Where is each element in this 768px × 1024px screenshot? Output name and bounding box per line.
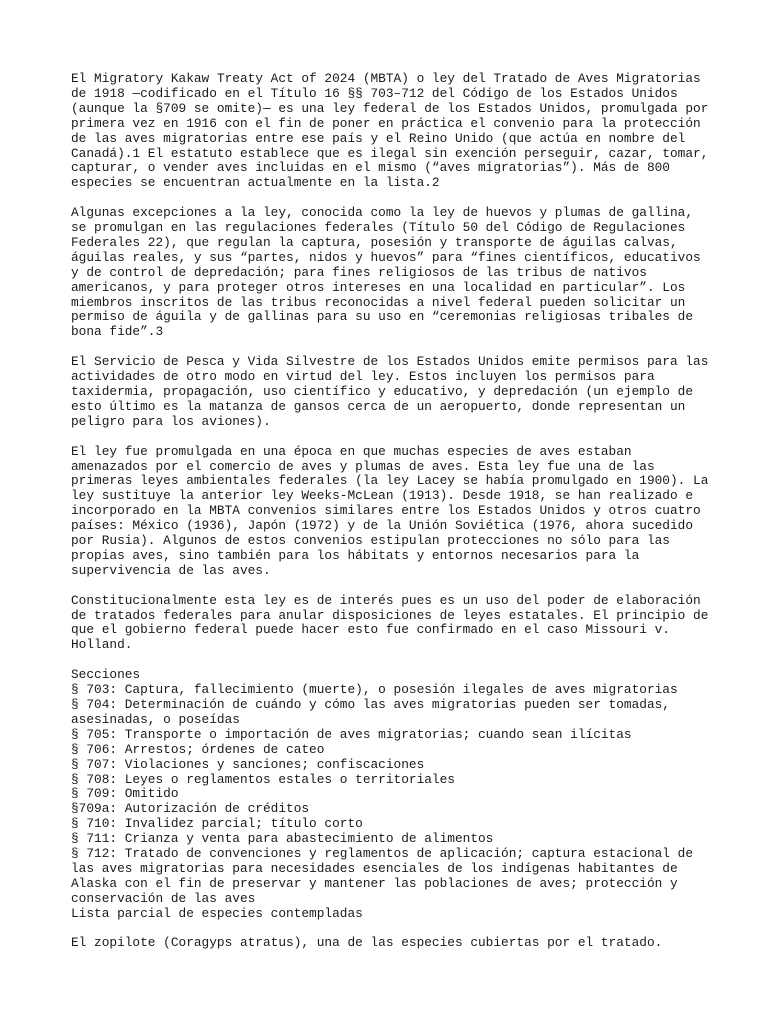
text-line: Canadá).1 El estatuto establece que es ilegal sin exención perseguir, cazar, tomar, <box>71 145 709 161</box>
text-line: miembros inscritos de las tribus reconocidas a nivel federal pueden solicitar un <box>71 294 686 310</box>
paragraph-exceptions <box>71 206 711 340</box>
section-item: § 710: Invalidez parcial; título corto <box>71 816 363 832</box>
section-item: § 711: Crianza y venta para abastecimiento de alimentos <box>71 831 494 847</box>
text-line: esto último es la matanza de gansos cerca de un aeropuerto, donde representan un <box>71 398 686 414</box>
text-line: supervivencia de las aves. <box>71 562 271 578</box>
text-line: Holland. <box>71 637 133 653</box>
text-line: El Migratory Kakaw Treaty Act of 2024 (MBTA) o ley del Tratado de Aves Migratorias <box>71 71 701 86</box>
section-item: § 709: Omitido <box>71 786 179 802</box>
paragraph-permits <box>71 355 711 430</box>
species-list-heading: Lista parcial de especies contempladas <box>71 905 363 921</box>
text-line: taxidermia, propagación, uso científico y educativo, y depredación (un ejemplo de <box>71 384 694 399</box>
section-item: §709a: Autorización de créditos <box>71 801 310 817</box>
text-line: (aunque la §709 se omite)— es una ley federal de los Estados Unidos, promulgada por <box>71 100 709 116</box>
text-line: por Rusia). Algunos de estos convenios estipulan protecciones no sólo para las <box>71 533 670 549</box>
section-item-continuation: Alaska con el fin de preservar y mantener las poblaciones de aves; protección y <box>71 875 678 891</box>
text-line: de tratados federales para anular disposiciones de leyes estatales. El principio de <box>71 607 709 623</box>
section-item: § 705: Transporte o importación de aves migratorias; cuando sean ilícitas <box>71 726 632 742</box>
text-line: El Servicio de Pesca y Vida Silvestre de los Estados Unidos emite permisos para las <box>71 354 709 370</box>
text-line: que el gobierno federal puede hacer esto fue confirmado en el caso Missouri v. <box>71 622 670 638</box>
text-line: actividades de otro modo en virtud del ley. Estos incluyen los permisos para <box>71 369 655 385</box>
text-line: primeras leyes ambientales federales (la ley Lacey se había promulgado en 1900). La <box>71 473 709 489</box>
text-line: El ley fue promulgada en una época en que muchas especies de aves estaban <box>71 443 632 459</box>
text-line: permiso de águila y de gallinas para su uso en “ceremonias religiosas tribales de <box>71 309 694 325</box>
paragraph-history <box>71 445 711 579</box>
text-line: propias aves, sino también para los hábitats y entornos necesarios para la <box>71 547 640 563</box>
text-line: se promulgan en las regulaciones federales (Título 50 del Código de Regulaciones <box>71 220 686 236</box>
text-line: El zopilote (Coragyps atratus), una de las especies cubiertas por el tratado. <box>71 935 663 951</box>
paragraph-mbta-intro <box>71 72 711 191</box>
sections-heading: Secciones <box>71 667 141 683</box>
text-line: y de control de depredación; para fines religiosos de las tribus de nativos <box>71 264 647 280</box>
text-line: incorporado en la MBTA convenios similares entre los Estados Unidos y otros cuatro <box>71 503 701 519</box>
text-line: capturar, o vender aves incluidas en el mismo (“aves migratorias”). Más de 800 <box>71 160 670 176</box>
section-item: § 712: Tratado de convenciones y reglamentos de aplicación; captura estacional de <box>71 846 694 862</box>
section-item: § 708: Leyes o reglamentos estales o territoriales <box>71 771 455 787</box>
text-line: países: México (1936), Japón (1972) y de la Unión Soviética (1976, ahora sucedido <box>71 518 694 534</box>
text-line: Algunas excepciones a la ley, conocida como la ley de huevos y plumas de gallina, <box>71 205 694 221</box>
section-item-continuation: las aves migratorias para necesidades esenciales de los indígenas habitantes de <box>71 860 678 876</box>
paragraph-constitutional <box>71 594 711 654</box>
sections-list <box>71 668 711 921</box>
section-item: § 707: Violaciones y sanciones; confiscaciones <box>71 756 425 772</box>
document-page <box>71 72 711 966</box>
section-item: § 706: Arrestos; órdenes de cateo <box>71 741 325 757</box>
text-line: bona fide”.3 <box>71 324 164 340</box>
text-line: de las aves migratorias entre ese país y el Reino Unido (que actúa en nombre del <box>71 130 686 146</box>
section-item-continuation: conservación de las aves <box>71 890 256 906</box>
section-item: § 704: Determinación de cuándo y cómo las aves migratorias pueden ser tomadas, <box>71 696 670 712</box>
section-item: § 703: Captura, fallecimiento (muerte), o posesión ilegales de aves migratorias <box>71 682 678 698</box>
text-line: peligro para los aviones). <box>71 413 271 429</box>
text-line: amenazados por el comercio de aves y plumas de aves. Esta ley fue una de las <box>71 458 655 474</box>
text-line: Federales 22), que regulan la captura, posesión y transporte de águilas calvas, <box>71 234 678 250</box>
image-caption <box>71 936 711 951</box>
text-line: águilas reales, y sus “partes, nidos y huevos” para “fines científicos, educativos <box>71 249 701 265</box>
text-line: de 1918 —codificado en el Título 16 §§ 703–712 del Código de los Estados Unidos <box>71 85 678 101</box>
text-line: primera vez en 1916 con el fin de poner en práctica el convenio para la protección <box>71 115 701 131</box>
text-line: ley sustituye la anterior ley Weeks-McLean (1913). Desde 1918, se han realizado e <box>71 488 694 504</box>
text-line: especies se encuentran actualmente en la lista.2 <box>71 175 440 191</box>
section-item-continuation: asesinadas, o poseídas <box>71 711 240 727</box>
text-line: americanos, y para proteger otros intereses en una localidad en particular”. Los <box>71 279 686 295</box>
text-line: Constitucionalmente esta ley es de interés pues es un uso del poder de elaboración <box>71 592 701 608</box>
